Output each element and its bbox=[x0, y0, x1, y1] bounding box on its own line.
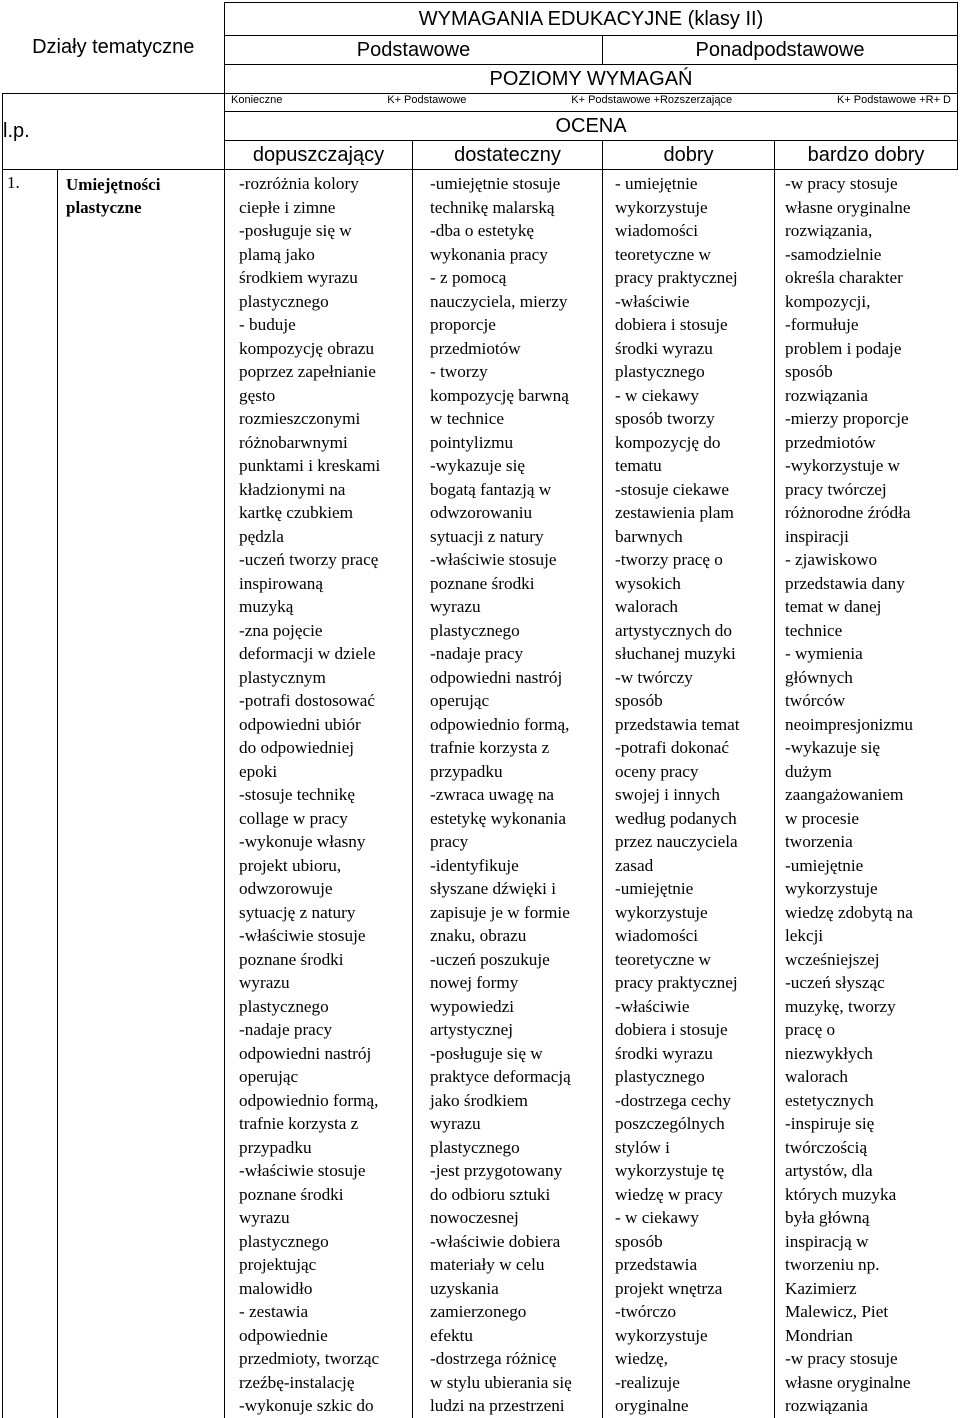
grade-header: bardzo dobry bbox=[775, 141, 958, 170]
grade-header: dopuszczający bbox=[225, 141, 413, 170]
lp-label: l.p. bbox=[3, 120, 30, 142]
grade-title: OCENA bbox=[225, 112, 958, 141]
level-label: Konieczne bbox=[231, 94, 283, 106]
sections-label: Działy tematyczne bbox=[32, 36, 195, 59]
topic-cell bbox=[58, 170, 225, 1418]
grade-2-text: -rozróżnia kolory ciepłe i zimne -posługuje się w plamą jako środkiem wyrazu plastycznego - buduje kompozycję obrazu poprzez zapełnianie gęsto rozmieszczonymi różnobarwnymi punktami i kreskami kładzionymi na kartkę czubkiem pędzla -uczeń tworzy pracę inspirowaną muzyką -zna pojęcie deformacji w dziele plastycznym -potrafi dostosować odpowiedni ubiór do odpowiedniej epoki -stosuje technikę collage w pracy -wykonuje własny projekt ubioru, odwzorowuje sytuację z natury -właściwie stosuje poznane środki wyrazu plastycznego -nadaje pracy odpowiedni nastrój operując odpowiednio formą, trafnie korzysta z przypadku -właściwie stosuje poznane środki wyrazu plastycznego projektując malowidło - zestawia odpowiednie przedmioty, tworząc rzeźbę-instalację -wykonuje szkic do bbox=[239, 174, 381, 1415]
levels-row bbox=[225, 94, 958, 112]
level-label: K+ Podstawowe bbox=[387, 94, 467, 106]
grade-3-cell bbox=[413, 170, 603, 1418]
table-row bbox=[3, 170, 958, 1418]
requirements-table bbox=[2, 2, 958, 1418]
above-basic-header: Ponadpodstawowe bbox=[603, 36, 958, 65]
levels-title: POZIOMY WYMAGAŃ bbox=[225, 65, 958, 94]
level-label: K+ Podstawowe +Rozszerzające bbox=[571, 94, 733, 106]
basic-header: Podstawowe bbox=[225, 36, 603, 65]
page-title: WYMAGANIA EDUKACYJNE (klasy II) bbox=[225, 3, 958, 36]
grade-5-text: -w pracy stosuje własne oryginalne rozwiązania, -samodzielnie określa charakter kompozycji, -formułuje problem i podaje sposób rozwiązania -mierzy proporcje przedmiotów -wykorzystuje w pracy twórczej różnorodne źródła inspiracji - zjawiskowo przedstawia dany temat w danej technice - wymienia głównych twórców neoimpresjonizmu -wykazuje się dużym zaangażowaniem w procesie tworzenia -umiejętnie wykorzystuje wiedzę zdobytą na lekcji wcześniejszej -uczeń słysząc muzykę, tworzy pracę o niezwykłych walorach estetycznych -inspiruje się twórczością artystów, dla których muzyka była główną inspiracją w tworzeniu np. Kazimierz Malewicz, Piet Mondrian -w pracy stosuje własne oryginalne rozwiązania bbox=[785, 174, 913, 1415]
grade-5-cell bbox=[775, 170, 958, 1418]
grade-4-cell bbox=[603, 170, 775, 1418]
topic-label: Umiejętności plastyczne bbox=[66, 175, 161, 217]
grade-4-text: - umiejętnie wykorzystuje wiadomości teoretyczne w pracy praktycznej -właściwie dobiera i stosuje środki wyrazu plastycznego - w ciekawy sposób tworzy kompozycję do tematu -stosuje ciekawe zestawienia plam barwnych -tworzy pracę o wysokich walorach artystycznych do słuchanej muzyki -w twórczy sposób przedstawia temat -potrafi dokonać oceny pracy swojej i innych według podanych przez nauczyciela zasad -umiejętnie wykorzystuje wiadomości teoretyczne w pracy praktycznej -właściwie dobiera i stosuje środki wyrazu plastycznego -dostrzega cechy poszczególnych stylów i wykorzystuje tę wiedzę w pracy - w ciekawy sposób przedstawia projekt wnętrza -twórczo wykorzystuje wiedzę, -realizuje oryginalne bbox=[615, 174, 740, 1415]
grade-2-cell bbox=[225, 170, 413, 1418]
lp-header bbox=[3, 94, 225, 170]
row-number-cell bbox=[3, 170, 58, 1418]
grade-header: dobry bbox=[603, 141, 775, 170]
grade-header: dostateczny bbox=[413, 141, 603, 170]
sections-header bbox=[3, 3, 225, 94]
grade-3-text: -umiejętnie stosuje technikę malarską -dba o estetykę wykonania pracy - z pomocą nauczyciela, mierzy proporcje przedmiotów - tworzy kompozycję barwną w technice pointylizmu -wykazuje się bogatą fantazją w odwzorowaniu sytuacji z natury -właściwie stosuje poznane środki wyrazu plastycznego -nadaje pracy odpowiedni nastrój operując odpowiednio formą, trafnie korzysta z przypadku -zwraca uwagę na estetykę wykonania pracy -identyfikuje słyszane dźwięki i zapisuje je w formie znaku, obrazu -uczeń poszukuje nowej formy wypowiedzi artystycznej -posługuje się w praktyce deformacją jako środkiem wyrazu plastycznego -jest przygotowany do odbioru sztuki nowoczesnej -właściwie dobiera materiały w celu uzyskania zamierzonego efektu -dostrzega różnicę w stylu ubierania się ludzi na przestrzeni bbox=[430, 174, 572, 1415]
row-number: 1. bbox=[7, 173, 20, 192]
level-label: K+ Podstawowe +R+ D bbox=[836, 94, 951, 106]
